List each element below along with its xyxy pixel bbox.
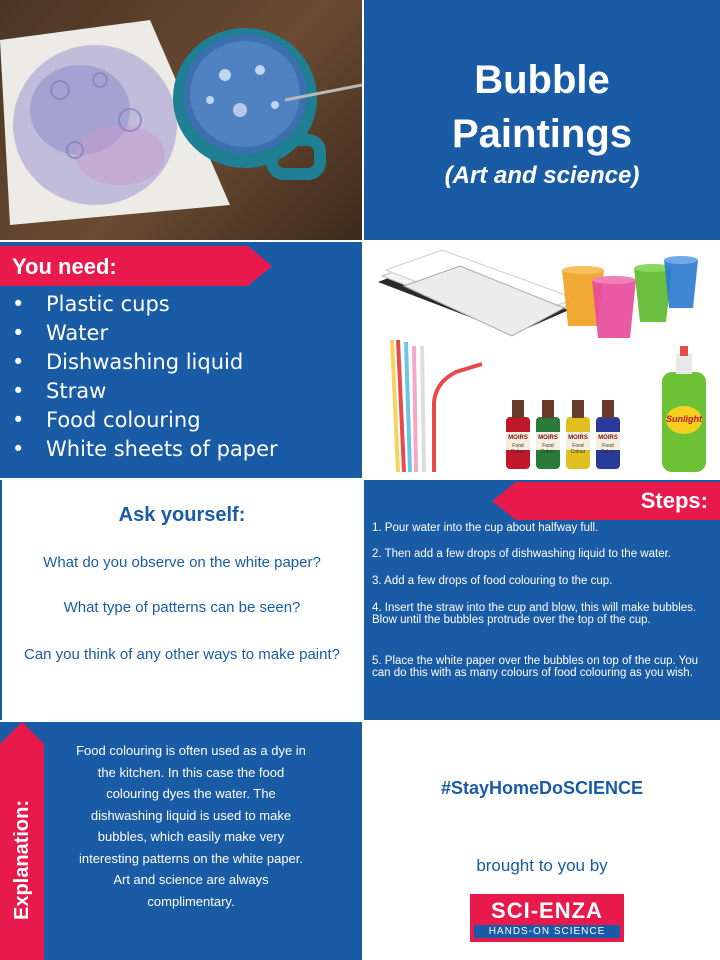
sci-enza-logo <box>470 894 624 942</box>
plastic-cups-icon <box>562 256 698 338</box>
steps-banner <box>492 482 720 520</box>
steps-panel <box>364 480 720 720</box>
bullet-icon: • <box>12 350 25 374</box>
bullet-icon: • <box>12 408 25 432</box>
title-line-1: Bubble <box>474 58 610 102</box>
step-item: 2. Then add a few drops of dishwashing liquid to the water. <box>372 548 671 560</box>
bottle-brand-label: MOIRS <box>538 435 558 441</box>
question-item: Can you think of any other ways to make paint? <box>23 646 340 663</box>
ask-yourself-heading: Ask yourself: <box>118 504 246 526</box>
you-need-heading: You need: <box>12 254 117 279</box>
step-item: 3. Add a few drops of food colouring to the cup. <box>372 575 613 587</box>
list-item: • Food colouring <box>8 406 278 435</box>
bullet-icon: • <box>12 437 25 461</box>
dishwashing-liquid-icon <box>662 346 706 472</box>
list-item: • Dishwashing liquid <box>8 348 278 377</box>
list-item: • Plastic cups <box>8 290 278 319</box>
bottle-label: Food Colour <box>510 443 526 455</box>
explanation-text: Food colouring is often used as a dye in the kitchen. In this case the food colouring dyes the water. The dishwashing liquid is used to make bubbles, which easily make very interesting patterns on the white paper. Art and science are always complimentary. <box>76 743 306 909</box>
question-item: What type of patterns can be seen? <box>63 599 301 616</box>
list-item: • Straw <box>8 377 278 406</box>
title-line-2: Paintings <box>451 112 633 156</box>
you-need-panel <box>0 242 362 478</box>
list-item: • White sheets of paper <box>8 435 278 464</box>
bottle-label: Food Colour <box>540 443 556 455</box>
photo-illustration <box>0 0 362 240</box>
list-item: • Water <box>8 319 278 348</box>
logo-tagline: HANDS-ON SCIENCE <box>474 925 620 938</box>
bottle-label: Food Colour <box>600 443 616 455</box>
supplies-list <box>8 290 278 464</box>
subtitle: (Art and science) <box>444 162 640 189</box>
bottle-label: Food Colour <box>570 443 586 455</box>
brought-to-you-text: brought to you by <box>476 856 608 875</box>
bullet-icon: • <box>12 292 25 316</box>
detergent-brand-label: Sunlight <box>666 414 702 424</box>
steps-heading: Steps: <box>640 488 708 513</box>
hashtag: #StayHomeDoSCIENCE <box>440 778 644 798</box>
question-item: What do you observe on the white paper? <box>43 554 321 571</box>
paper-stack-icon <box>378 250 574 336</box>
bottle-brand-label: MOIRS <box>598 435 618 441</box>
step-item: 1. Pour water into the cup about halfway full. <box>372 522 599 534</box>
logo-name: SCI-ENZA <box>491 898 603 923</box>
supplies-image-panel <box>364 242 720 478</box>
explanation-heading: Explanation: <box>11 800 33 921</box>
bullet-icon: • <box>12 379 25 403</box>
straws-icon <box>392 340 482 472</box>
ask-yourself-panel <box>0 480 362 720</box>
title-panel <box>364 0 720 240</box>
closing-panel <box>364 722 720 960</box>
bottle-brand-label: MOIRS <box>568 435 588 441</box>
explanation-panel <box>0 722 362 960</box>
you-need-banner <box>0 246 272 286</box>
step-item: 4. Insert the straw into the cup and blow, this will make bubbles. Blow until the bubbles protrude over the top of the cup. <box>372 602 697 626</box>
bullet-icon: • <box>12 321 25 345</box>
bottle-brand-label: MOIRS <box>508 435 528 441</box>
bubble-painting-photo <box>0 0 362 240</box>
step-item: 5. Place the white paper over the bubbles on top of the cup. You can do this with as many colours of food colouring as you wish. <box>372 655 699 679</box>
